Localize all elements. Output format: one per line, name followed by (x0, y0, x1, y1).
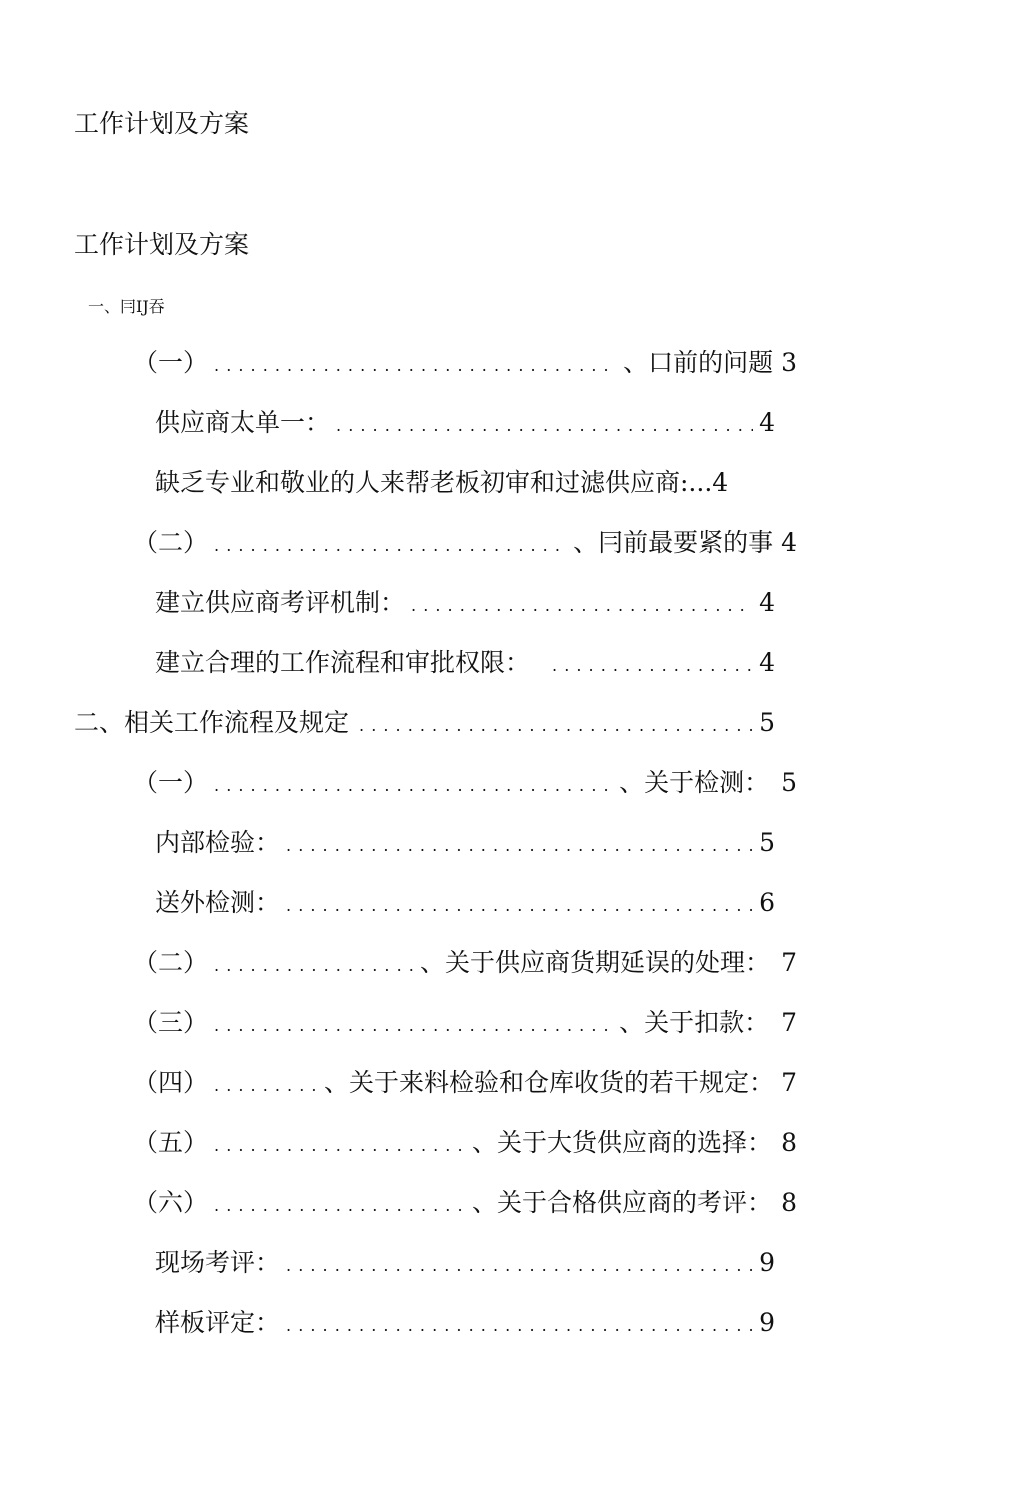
toc-entry[interactable] (133, 1003, 797, 1039)
toc-entry-title: 送外检测： (155, 888, 281, 917)
toc-page-number: 7 (781, 1008, 797, 1037)
toc-entry-title: 内部检验： (155, 828, 281, 857)
toc-dot-leader (286, 1248, 753, 1277)
toc-page-number: 7 (781, 948, 797, 977)
toc-entry-number: （一） (133, 348, 209, 377)
toc-entry-number: （四） (133, 1068, 209, 1097)
toc-page-number: 9 (759, 1248, 775, 1277)
toc-page-number: 8 (781, 1128, 797, 1157)
toc-entry-title: 、关于合格供应商的考评： (472, 1188, 773, 1217)
toc-dot-leader (214, 528, 567, 557)
toc-dot-leader (359, 708, 753, 737)
section-one-label: 一、冃IJ吞 (88, 297, 165, 316)
toc-entry[interactable] (155, 1303, 775, 1339)
toc-dot-leader (214, 948, 414, 977)
toc-dot-leader (214, 1188, 466, 1217)
toc-entry[interactable] (155, 403, 775, 439)
toc-entry-title: 、关于供应商货期延误的处理： (420, 948, 771, 977)
toc-entry-title: 供应商太单一： (155, 408, 331, 437)
document-header-title: 工作计划及方案 (74, 109, 250, 138)
toc-page-number: 4 (759, 648, 775, 677)
toc-page-number: 4 (759, 408, 775, 437)
toc-page-number: 4 (759, 588, 775, 617)
toc-dot-leader (286, 1308, 753, 1337)
toc-entry-number: （六） (133, 1188, 209, 1217)
toc-dot-leader (336, 408, 753, 437)
toc-page-number: 8 (781, 1188, 797, 1217)
toc-dot-leader (214, 768, 613, 797)
toc-page-number: 7 (781, 1068, 797, 1097)
toc-entry-title: 、关于大货供应商的选择： (472, 1128, 773, 1157)
toc-entry-number: （一） (133, 768, 209, 797)
toc-dot-leader (286, 828, 753, 857)
toc-page-number: 6 (759, 888, 775, 917)
toc-page-number: 3 (781, 348, 797, 377)
toc-entry[interactable] (133, 523, 797, 559)
toc-entry-title: 、关于扣款： (619, 1008, 770, 1037)
toc-entry-title: 、口前的问题 (623, 348, 774, 377)
toc-entry[interactable] (155, 883, 775, 919)
toc-entry-number: （二） (133, 528, 209, 557)
toc-entry-title: 、关于来料检验和仓库收货的若干规定： (324, 1068, 775, 1097)
toc-entry[interactable] (155, 823, 775, 859)
toc-dot-leader (214, 1068, 318, 1097)
toc-entry-title: 二、相关工作流程及规定 (74, 708, 350, 737)
toc-entry-title: 建立供应商考评机制： (155, 588, 406, 617)
document-main-title: 工作计划及方案 (74, 230, 250, 259)
toc-page-number: 9 (759, 1308, 775, 1337)
toc-entry[interactable] (133, 1063, 797, 1099)
toc-dot-leader (214, 1128, 466, 1157)
toc-page-number: 5 (781, 768, 797, 797)
toc-dot-leader (214, 1008, 613, 1037)
toc-entry-title[interactable]: 缺乏专业和敬业的人来帮老板初审和过滤供应商:...4 (155, 468, 729, 497)
toc-page-number: 5 (759, 828, 775, 857)
toc-entry[interactable] (133, 763, 797, 799)
toc-dot-leader (286, 888, 753, 917)
toc-page-number: 4 (781, 528, 797, 557)
toc-entry[interactable] (133, 1183, 797, 1219)
toc-entry-title: 样板评定： (155, 1308, 281, 1337)
toc-entry-number: （二） (133, 948, 209, 977)
toc-entry[interactable] (133, 343, 797, 379)
toc-page-number: 5 (759, 708, 775, 737)
toc-entry[interactable] (155, 583, 775, 619)
toc-entry[interactable] (155, 643, 775, 679)
toc-entry-number: （三） (133, 1008, 209, 1037)
toc-dot-leader (214, 348, 617, 377)
toc-entry[interactable] (133, 943, 797, 979)
toc-entry-number: （五） (133, 1128, 209, 1157)
toc-entry[interactable] (155, 1243, 775, 1279)
toc-dot-leader (552, 648, 753, 677)
toc-dot-leader (411, 588, 753, 617)
toc-entry-title: 现场考评： (155, 1248, 281, 1277)
toc-entry-title: 、关于检测： (619, 768, 770, 797)
toc-entry[interactable] (74, 703, 775, 739)
toc-entry-title: 、冃前最要紧的事 (573, 528, 774, 557)
toc-entry-title: 建立合理的工作流程和审批权限： (155, 648, 531, 677)
toc-entry[interactable] (133, 1123, 797, 1159)
